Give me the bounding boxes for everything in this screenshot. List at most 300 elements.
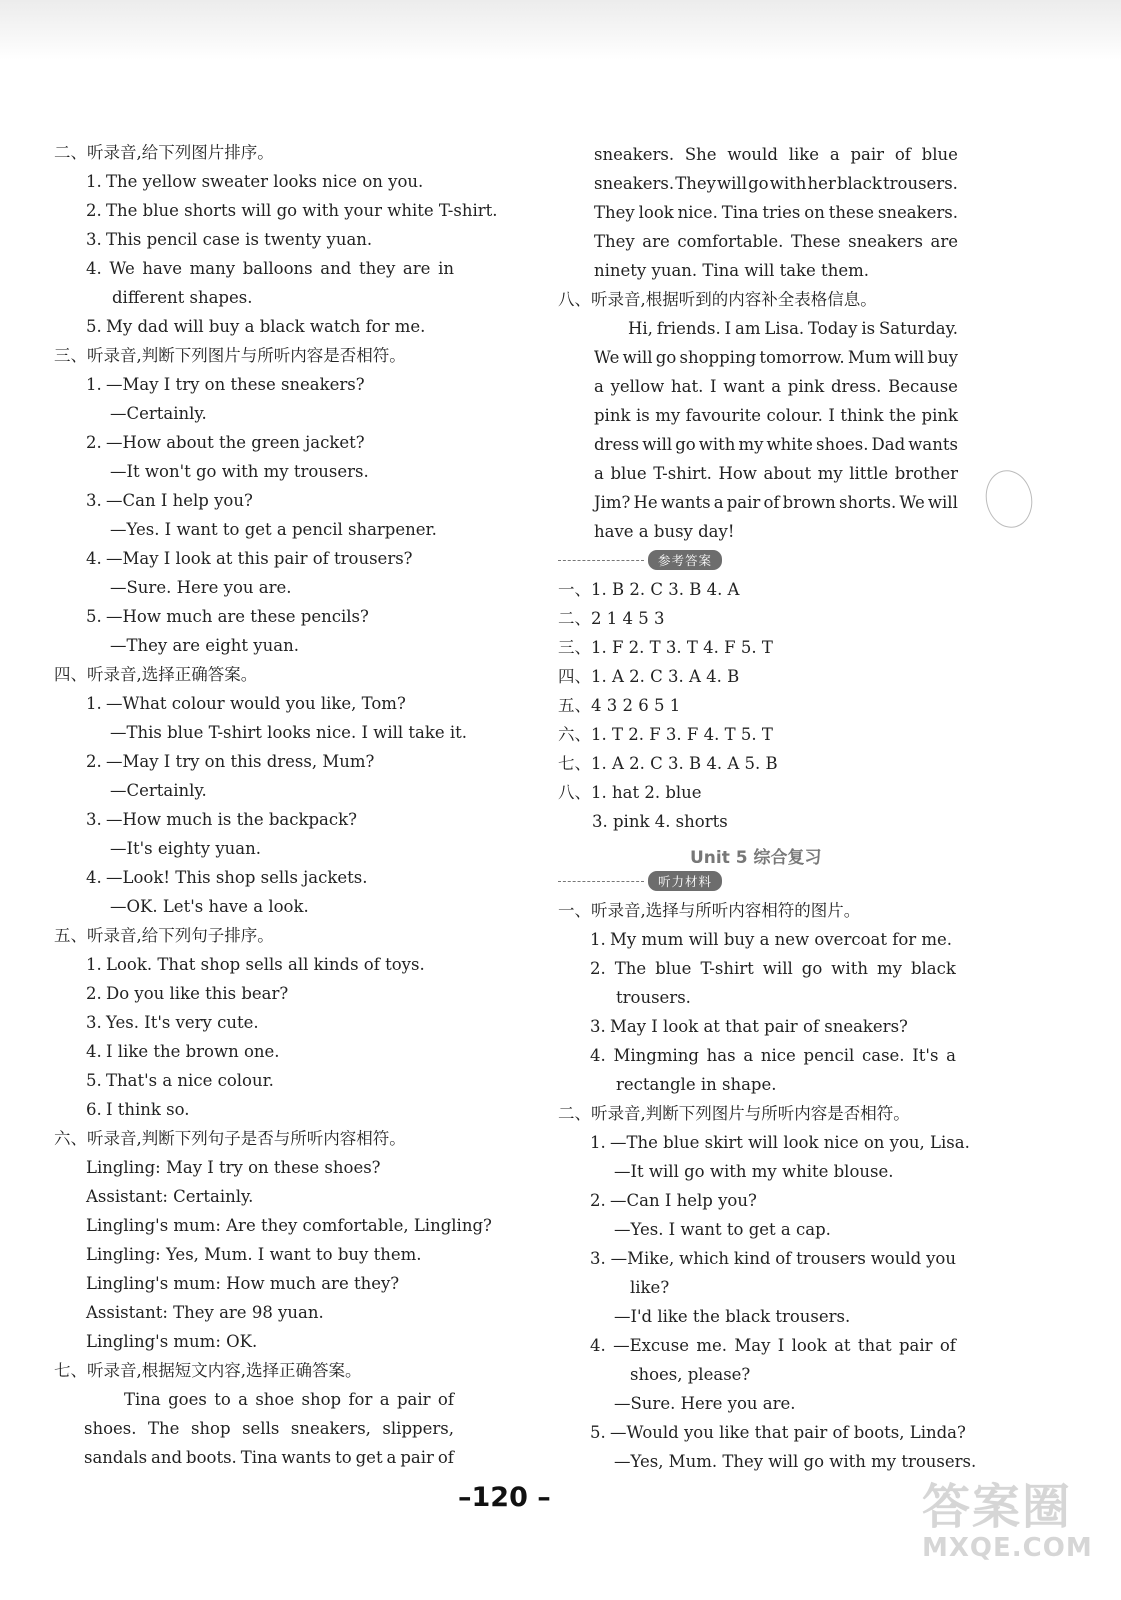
word: shop	[301, 1390, 342, 1409]
item-number: 1.	[86, 375, 102, 394]
text-line	[590, 1046, 956, 1066]
word: for	[348, 1390, 373, 1409]
word: black	[836, 174, 882, 193]
word: white	[766, 435, 813, 454]
text-line	[54, 346, 406, 366]
text-line	[110, 462, 369, 482]
item-number: 5.	[86, 607, 102, 626]
line-text: Lingling: May I try on these shoes?	[86, 1158, 381, 1177]
word: They	[675, 174, 716, 193]
word: a	[238, 1390, 248, 1409]
word: Hi,	[628, 319, 653, 338]
text-line	[86, 1013, 259, 1033]
word: comfortable.	[677, 232, 784, 251]
line-text: Lingling's mum: OK.	[86, 1332, 258, 1351]
text-line	[594, 348, 958, 368]
word: sells	[242, 1419, 280, 1438]
word: in	[438, 259, 454, 278]
answers-header	[558, 551, 722, 569]
line-text: —Can I help you?	[610, 1191, 757, 1210]
word: It's	[912, 1046, 939, 1065]
word: pair	[850, 145, 885, 164]
line-text: —Certainly.	[110, 781, 207, 800]
word: He	[633, 493, 658, 512]
text-line	[594, 377, 958, 397]
word: of	[775, 1249, 792, 1268]
divider	[558, 881, 644, 882]
word: my	[738, 435, 764, 454]
line-text: The blue shorts will go with your white T-shirt.	[106, 201, 498, 220]
word: blue	[655, 959, 692, 978]
word: about	[763, 464, 812, 483]
item-number: 4.	[86, 549, 102, 568]
item-number: 2.	[86, 984, 102, 1003]
text-line	[54, 665, 257, 685]
line-text: —The blue skirt will look nice on you, Lisa.	[610, 1133, 970, 1152]
word: May	[734, 1336, 771, 1355]
word: my	[655, 406, 681, 425]
word: of	[939, 1336, 956, 1355]
text-line	[86, 230, 372, 250]
text-line	[110, 404, 207, 424]
item-number: 3.	[86, 230, 102, 249]
word: look	[791, 1336, 827, 1355]
item-number: 6.	[86, 1100, 102, 1119]
item-number: 3.	[86, 810, 102, 829]
line-text: —It will go with my white blouse.	[614, 1162, 894, 1181]
word: her	[807, 174, 836, 193]
word: shoes.	[84, 1419, 137, 1438]
word: Tina	[721, 203, 759, 222]
word: on	[804, 203, 825, 222]
word: a	[713, 493, 724, 512]
line-text: 五、4 3 2 6 5 1	[558, 696, 681, 715]
word: you	[926, 1249, 956, 1268]
text-line	[558, 901, 860, 921]
word: We	[109, 259, 135, 278]
word: go	[801, 959, 823, 978]
word: with	[698, 435, 736, 454]
text-line	[54, 1361, 362, 1381]
margin-stamp-icon	[980, 466, 1037, 532]
line-text: —Yes, Mum. They will go with my trousers.	[614, 1452, 977, 1471]
word: me.	[696, 1336, 728, 1355]
word: pink	[921, 406, 958, 425]
text-line	[86, 1274, 399, 1294]
text-line	[86, 1100, 190, 1120]
text-line	[86, 752, 374, 772]
word: sandals	[84, 1448, 148, 1467]
text-line	[558, 725, 773, 745]
text-line	[110, 578, 291, 598]
text-line	[594, 232, 958, 252]
text-line	[594, 522, 734, 542]
text-line	[590, 1336, 956, 1356]
line-text: —Certainly.	[110, 404, 207, 423]
watermark-url: MXQE.COM	[922, 1533, 1093, 1563]
line-text: —Sure. Here you are.	[614, 1394, 796, 1413]
text-line	[614, 1220, 831, 1240]
word: like	[788, 145, 820, 164]
item-number: 1.	[86, 955, 102, 974]
line-text: —Can I help you?	[106, 491, 253, 510]
line-text: Do you like this bear?	[106, 984, 289, 1003]
word: my	[817, 464, 843, 483]
text-line	[616, 1075, 777, 1095]
word: the	[889, 406, 917, 425]
word: They	[594, 203, 635, 222]
scan-top-edge	[0, 0, 1121, 60]
text-line	[110, 636, 299, 656]
word: —Mike,	[610, 1249, 675, 1268]
item-number: 2.	[590, 959, 606, 978]
text-line	[558, 754, 778, 774]
text-line	[590, 1249, 956, 1269]
text-line	[86, 1216, 492, 1236]
item-number: 3.	[86, 491, 102, 510]
text-line	[616, 988, 691, 1008]
line-text: Lingling's mum: Are they comfortable, Lingling?	[86, 1216, 492, 1235]
line-text: —This blue T-shirt looks nice. I will take it.	[110, 723, 468, 742]
word: The	[614, 959, 647, 978]
word: nice	[760, 1046, 796, 1065]
line-text: This pencil case is twenty yuan.	[106, 230, 373, 249]
line-text: 二、听录音,给下列图片排序。	[54, 143, 274, 162]
line-text: 八、听录音,根据听到的内容补全表格信息。	[558, 290, 877, 309]
line-text: —Yes. I want to get a cap.	[614, 1220, 831, 1239]
line-text: have a busy day!	[594, 522, 735, 541]
text-line	[558, 783, 702, 803]
word: wants	[281, 1448, 332, 1467]
line-text: —It's eighty yuan.	[110, 839, 261, 858]
word: friends.	[656, 319, 721, 338]
line-text: —May I look at this pair of trousers?	[106, 549, 413, 568]
item-number: 4.	[86, 868, 102, 887]
unit-title: Unit 5 综合复习	[690, 848, 822, 868]
word: which	[679, 1249, 730, 1268]
word: trousers.	[883, 174, 958, 193]
word: will	[642, 435, 673, 454]
word: Saturday.	[878, 319, 958, 338]
text-line	[558, 1104, 910, 1124]
word: goes	[168, 1390, 207, 1409]
text-line	[124, 1390, 454, 1410]
word: dress.	[830, 377, 882, 396]
line-text: Lingling: Yes, Mum. I want to buy them.	[86, 1245, 422, 1264]
word: nice.	[677, 203, 718, 222]
line-text: 二、听录音,判断下列图片与所听内容是否相符。	[558, 1104, 910, 1123]
word: sneakers	[848, 232, 923, 251]
word: pink	[787, 377, 825, 396]
word: kind	[733, 1249, 771, 1268]
word: would	[727, 145, 778, 164]
line-text: My dad will buy a black watch for me.	[106, 317, 426, 336]
word: of	[437, 1390, 454, 1409]
line-text: 六、听录音,判断下列句子是否与所听内容相符。	[54, 1129, 406, 1148]
text-line	[630, 1365, 750, 1385]
line-text: 四、1. A 2. C 3. A 4. B	[558, 667, 740, 686]
line-text: —How much is the backpack?	[106, 810, 357, 829]
line-text: —I'd like the black trousers.	[614, 1307, 851, 1326]
word: a	[946, 1046, 956, 1065]
line-text: —How about the green jacket?	[106, 433, 365, 452]
word: will	[762, 959, 793, 978]
line-text: —How much are these pencils?	[106, 607, 369, 626]
line-text: Assistant: Certainly.	[86, 1187, 254, 1206]
text-line	[86, 433, 365, 453]
word: little	[849, 464, 889, 483]
word: they	[358, 259, 396, 278]
listening-label: 听力材料	[648, 871, 722, 891]
text-line	[110, 839, 261, 859]
text-line	[558, 580, 739, 600]
word: want	[723, 377, 765, 396]
item-number: 5.	[590, 1423, 606, 1442]
text-line	[110, 723, 467, 743]
word: hat.	[670, 377, 704, 396]
item-number: 5.	[86, 1071, 102, 1090]
word: pencil	[803, 1046, 855, 1065]
text-line	[594, 406, 958, 426]
word: dress	[594, 435, 640, 454]
word: wants	[660, 493, 711, 512]
text-line	[594, 203, 958, 223]
text-line	[86, 491, 253, 511]
line-text: different shapes.	[112, 288, 253, 307]
text-line	[590, 1423, 966, 1443]
line-text: trousers.	[616, 988, 691, 1007]
line-text: 一、1. B 2. C 3. B 4. A	[558, 580, 740, 599]
text-line	[86, 172, 423, 192]
line-text: My mum will buy a new overcoat for me.	[610, 930, 953, 949]
line-text: 三、听录音,判断下列图片与所听内容是否相符。	[54, 346, 406, 365]
word: T-shirt	[700, 959, 754, 978]
text-line	[86, 1042, 280, 1062]
word: a	[743, 1046, 754, 1065]
word: are	[402, 259, 431, 278]
text-line	[86, 1245, 422, 1265]
word: We	[594, 348, 620, 367]
line-text: 二、2 1 4 5 3	[558, 609, 665, 628]
word: to	[335, 1448, 352, 1467]
item-number: 4.	[86, 1042, 102, 1061]
line-text: —They are eight yuan.	[110, 636, 299, 655]
line-text: 七、1. A 2. C 3. B 4. A 5. B	[558, 754, 778, 773]
word: Tina	[124, 1390, 161, 1409]
word: She	[684, 145, 717, 164]
line-text: —Look! This shop sells jackets.	[106, 868, 368, 887]
line-text: 三、1. F 2. T 3. T 4. F 5. T	[558, 638, 773, 657]
line-text: like?	[630, 1278, 670, 1297]
line-text: —OK. Let's have a look.	[110, 897, 309, 916]
item-number: 2.	[86, 752, 102, 771]
text-line	[54, 926, 274, 946]
word: Because	[888, 377, 958, 396]
text-line	[86, 810, 357, 830]
text-line	[592, 812, 728, 832]
text-line	[84, 1419, 454, 1439]
word: a	[829, 145, 840, 164]
word: Jim?	[594, 493, 631, 512]
word: look	[638, 203, 674, 222]
word: these	[828, 203, 874, 222]
word: am	[735, 319, 761, 338]
word: shorts.	[838, 493, 897, 512]
word: think	[840, 406, 884, 425]
line-text: 一、听录音,选择与所听内容相符的图片。	[558, 901, 861, 920]
word: a	[594, 377, 604, 396]
answers-label: 参考答案	[648, 550, 722, 570]
line-text: Assistant: They are 98 yuan.	[86, 1303, 324, 1322]
line-text: I like the brown one.	[106, 1042, 280, 1061]
word: colour.	[766, 406, 823, 425]
word: pair	[726, 493, 761, 512]
text-line	[590, 930, 952, 950]
line-text: 3. pink 4. shorts	[592, 812, 728, 831]
word: shoe	[255, 1390, 295, 1409]
word: sneakers,	[290, 1419, 371, 1438]
word: a	[379, 1390, 390, 1409]
line-text: shoes, please?	[630, 1365, 751, 1384]
word: blue	[610, 464, 647, 483]
word: will	[927, 493, 958, 512]
watermark	[922, 1468, 1102, 1588]
word: shop	[190, 1419, 231, 1438]
word: get	[355, 1448, 383, 1467]
word: I	[710, 377, 717, 396]
word: that	[857, 1336, 892, 1355]
word: boots.	[186, 1448, 237, 1467]
text-line	[112, 288, 252, 308]
text-line	[86, 1303, 324, 1323]
text-line	[86, 375, 365, 395]
text-line	[590, 1133, 970, 1153]
word: will	[622, 348, 653, 367]
divider	[558, 560, 644, 561]
text-line	[594, 435, 958, 455]
text-line	[86, 607, 369, 627]
word: case.	[862, 1046, 905, 1065]
text-line	[86, 1071, 274, 1091]
item-number: 5.	[86, 317, 102, 336]
item-number: 4.	[86, 259, 102, 278]
word: Dad	[871, 435, 906, 454]
line-text: rectangle in shape.	[616, 1075, 777, 1094]
word: sneakers.	[594, 174, 675, 193]
line-text: —Would you like that pair of boots, Linda?	[610, 1423, 966, 1442]
text-line	[86, 1187, 253, 1207]
word: is	[635, 406, 650, 425]
word: tomorrow.	[759, 348, 845, 367]
line-text: 四、听录音,选择正确答案。	[54, 665, 258, 684]
item-number: 4.	[590, 1046, 606, 1065]
text-line	[558, 638, 773, 658]
line-text: Look. That shop sells all kinds of toys.	[106, 955, 425, 974]
text-line	[86, 955, 425, 975]
text-line	[558, 609, 664, 629]
word: of	[763, 493, 780, 512]
word: of	[437, 1448, 454, 1467]
item-number: 3.	[590, 1249, 606, 1268]
word: pair	[396, 1390, 431, 1409]
word: brother	[894, 464, 958, 483]
text-line	[558, 667, 739, 687]
word: balloons	[242, 259, 313, 278]
word: I	[828, 406, 835, 425]
word: We	[899, 493, 925, 512]
line-text: 八、1. hat 2. blue	[558, 783, 702, 802]
listening-header	[558, 872, 722, 890]
word: They	[594, 232, 635, 251]
text-line	[86, 201, 498, 221]
item-number: 2.	[86, 433, 102, 452]
word: tries	[762, 203, 801, 222]
word: Today	[808, 319, 858, 338]
word: black	[910, 959, 956, 978]
word: I	[724, 319, 732, 338]
word: —Excuse	[613, 1336, 690, 1355]
word: buy	[927, 348, 958, 367]
text-line	[86, 984, 288, 1004]
word: favourite	[685, 406, 762, 425]
word: shoes.	[815, 435, 869, 454]
line-text: —May I try on these sneakers?	[106, 375, 365, 394]
word: pink	[594, 406, 631, 425]
line-text: That's a nice colour.	[106, 1071, 274, 1090]
word: shopping	[679, 348, 757, 367]
text-line	[558, 290, 877, 310]
item-number: 3.	[590, 1017, 606, 1036]
word: The	[148, 1419, 180, 1438]
text-line	[594, 261, 869, 281]
word: sneakers.	[594, 145, 675, 164]
item-number: 1.	[590, 930, 606, 949]
word: brown	[782, 493, 836, 512]
word: wants	[908, 435, 958, 454]
word: will	[894, 348, 925, 367]
word: with	[831, 959, 868, 978]
text-line	[86, 868, 367, 888]
line-text: Yes. It's very cute.	[106, 1013, 259, 1032]
line-text: —It won't go with my trousers.	[110, 462, 369, 481]
word: go	[655, 348, 677, 367]
page-number: –120 –	[458, 1482, 551, 1513]
word: I	[777, 1336, 785, 1355]
item-number: 1.	[590, 1133, 606, 1152]
text-line	[614, 1307, 850, 1327]
word: Lisa.	[764, 319, 805, 338]
word: and	[320, 259, 352, 278]
line-text: 七、听录音,根据短文内容,选择正确答案。	[54, 1361, 362, 1380]
line-text: —Yes. I want to get a pencil sharpener.	[110, 520, 437, 539]
word: are	[930, 232, 958, 251]
word: Tina	[240, 1448, 278, 1467]
text-line	[628, 319, 958, 339]
text-line	[84, 1448, 454, 1468]
word: pair	[400, 1448, 434, 1467]
text-line	[614, 1162, 894, 1182]
word: blue	[921, 145, 958, 164]
line-text: 六、1. T 2. F 3. F 4. T 5. T	[558, 725, 773, 744]
word: a	[386, 1448, 397, 1467]
word: T-shirt.	[653, 464, 712, 483]
word: are	[642, 232, 670, 251]
line-text: ninety yuan. Tina will take them.	[594, 261, 869, 280]
text-line	[54, 143, 274, 163]
word: Mingming	[613, 1046, 699, 1065]
text-line	[590, 959, 956, 979]
line-text: The yellow sweater looks nice on you.	[106, 172, 424, 191]
